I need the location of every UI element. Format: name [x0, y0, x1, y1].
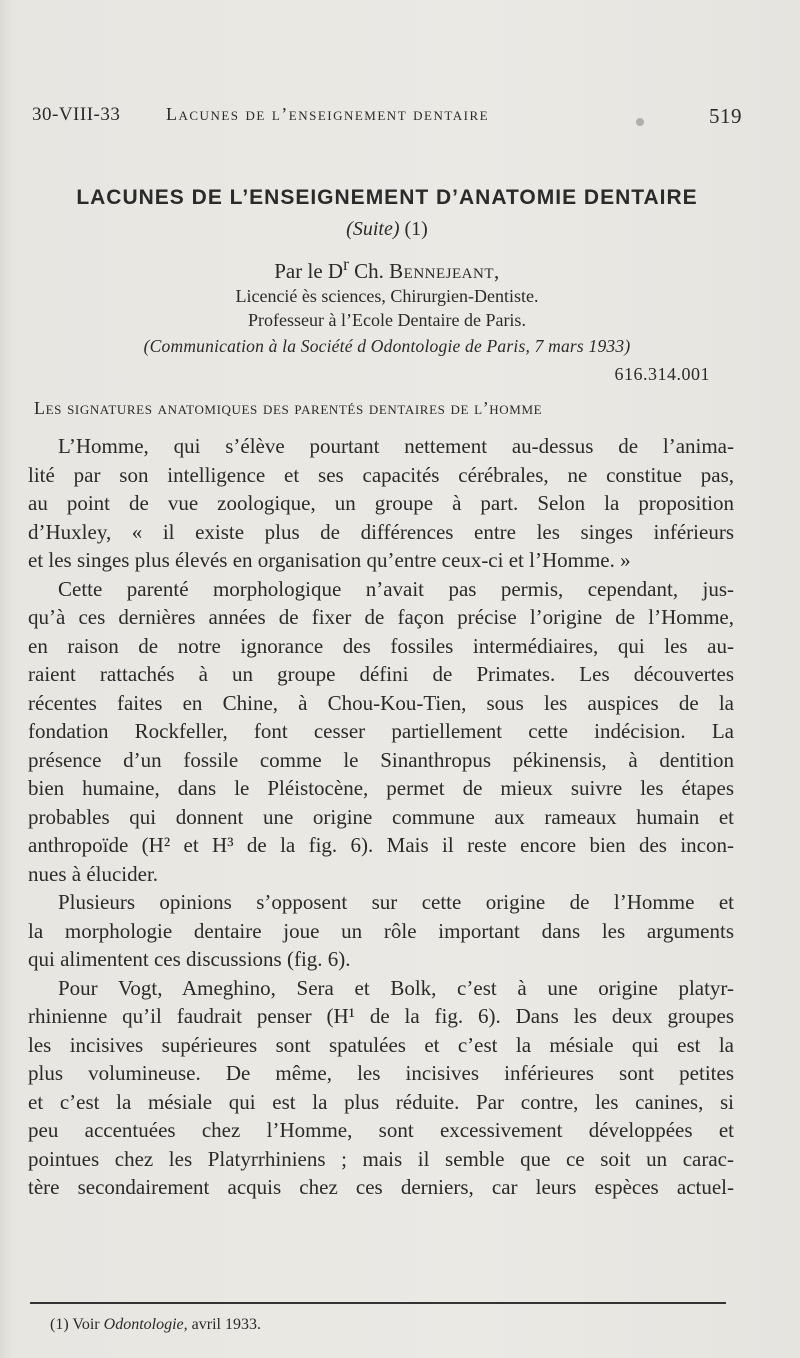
- body-text: [28, 432, 734, 1202]
- body-line: qui alimentent ces discussions (fig. 6).: [28, 947, 351, 971]
- footnote-date: avril 1933.: [191, 1316, 261, 1333]
- author-prefix: Par le D: [274, 259, 344, 283]
- subtitle: [32, 218, 742, 241]
- body-line: peu accentuées chez l’Homme, sont excessivement développées et: [28, 1118, 734, 1142]
- page-number: 519: [709, 104, 742, 128]
- body-line: tère secondairement acquis chez ces derniers, car leurs espèces actuel-: [28, 1175, 734, 1199]
- body-line: raient rattachés à un groupe défini de Primates. Les découvertes: [28, 662, 734, 686]
- running-head: [32, 104, 742, 132]
- body-line: bien humaine, dans le Pléistocène, permet de mieux suivre les étapes: [28, 776, 734, 800]
- body-line: plus volumineuse. De même, les incisives inférieures sont petites: [28, 1061, 734, 1085]
- body-line: qu’à ces dernières années de fixer de façon précise l’origine de l’Homme,: [28, 605, 734, 629]
- body-line: et c’est la mésiale qui est la plus réduite. Par contre, les canines, si: [28, 1089, 734, 1114]
- body-line: en raison de notre ignorance des fossiles intermédiaires, qui les au-: [28, 633, 734, 658]
- body-line: récentes faites en Chine, à Chou-Kou-Tien, sous les auspices de la: [28, 690, 734, 715]
- section-heading: Les signatures anatomiques des parentés dentaires de l’homme: [34, 398, 543, 418]
- affiliation-1: Licencié ès sciences, Chirurgien-Dentiste.: [235, 286, 539, 306]
- body-line: Cette parenté morphologique n’avait pas permis, cependant, jus-: [58, 576, 734, 601]
- body-line: d’Huxley, « il existe plus de différences entre les singes inférieurs: [28, 519, 734, 544]
- author-last: Bennejeant,: [389, 259, 500, 283]
- running-head-title: Lacunes de l’enseignement dentaire: [166, 104, 490, 124]
- body-line: L’Homme, qui s’élève pourtant nettement au-dessus de l’anima-: [58, 434, 734, 458]
- communication-note: (Communication à la Société d Odontologie de Paris, 7 mars 1933): [143, 336, 631, 356]
- body-line: présence d’un fossile comme le Sinanthropus pékinensis, à dentition: [28, 747, 734, 772]
- body-line: anthropoïde (H² et H³ de la fig. 6). Mais il reste encore bien des incon-: [28, 833, 734, 857]
- body-line: Plusieurs opinions s’opposent sur cette origine de l’Homme et: [58, 890, 734, 914]
- running-head-date: 30-VIII-33: [32, 104, 121, 125]
- author-line: [32, 254, 742, 284]
- body-line: pointues chez les Platyrrhiniens ; mais il semble que ce soit un carac-: [28, 1146, 734, 1171]
- footnote-rule: [30, 1302, 726, 1304]
- author-prefix-sup: r: [343, 254, 349, 274]
- body-line: lité par son intelligence et ses capacités cérébrales, ne constitue pas,: [28, 462, 734, 487]
- affiliation-2: Professeur à l’Ecole Dentaire de Paris.: [248, 310, 526, 330]
- body-line: et les singes plus élevés en organisation qu’entre ceux-ci et l’Homme. »: [28, 548, 631, 572]
- footnote-mark: (1) Voir: [50, 1316, 100, 1333]
- footnote-journal: Odontologie,: [103, 1316, 188, 1333]
- footnote: [50, 1316, 261, 1334]
- body-line: au point de vue zoologique, un groupe à part. Selon la proposition: [28, 491, 734, 515]
- body-line: les incisives supérieures sont spatulées et c’est la mésiale qui est la: [28, 1032, 734, 1057]
- body-line: probables qui donnent une origine commune aux rameaux humain et: [28, 804, 734, 829]
- subtitle-suite: (Suite): [346, 218, 400, 240]
- classification-number: 616.314.001: [614, 364, 710, 384]
- footnote-ref: (1): [404, 218, 428, 240]
- body-line: Pour Vogt, Ameghino, Sera et Bolk, c’est à une origine platyr-: [58, 975, 734, 1000]
- body-line: nues à élucider.: [28, 861, 159, 886]
- author-first: Ch.: [354, 259, 384, 283]
- body-line: la morphologie dentaire joue un rôle important dans les arguments: [28, 918, 734, 943]
- body-line: fondation Rockfeller, font cesser partiellement cette indécision. La: [28, 719, 734, 743]
- body-line: rhinienne qu’il faudrait penser (H¹ de la fig. 6). Dans les deux groupes: [28, 1004, 734, 1028]
- article-title: LACUNES DE L’ENSEIGNEMENT D’ANATOMIE DENTAIRE: [76, 186, 698, 209]
